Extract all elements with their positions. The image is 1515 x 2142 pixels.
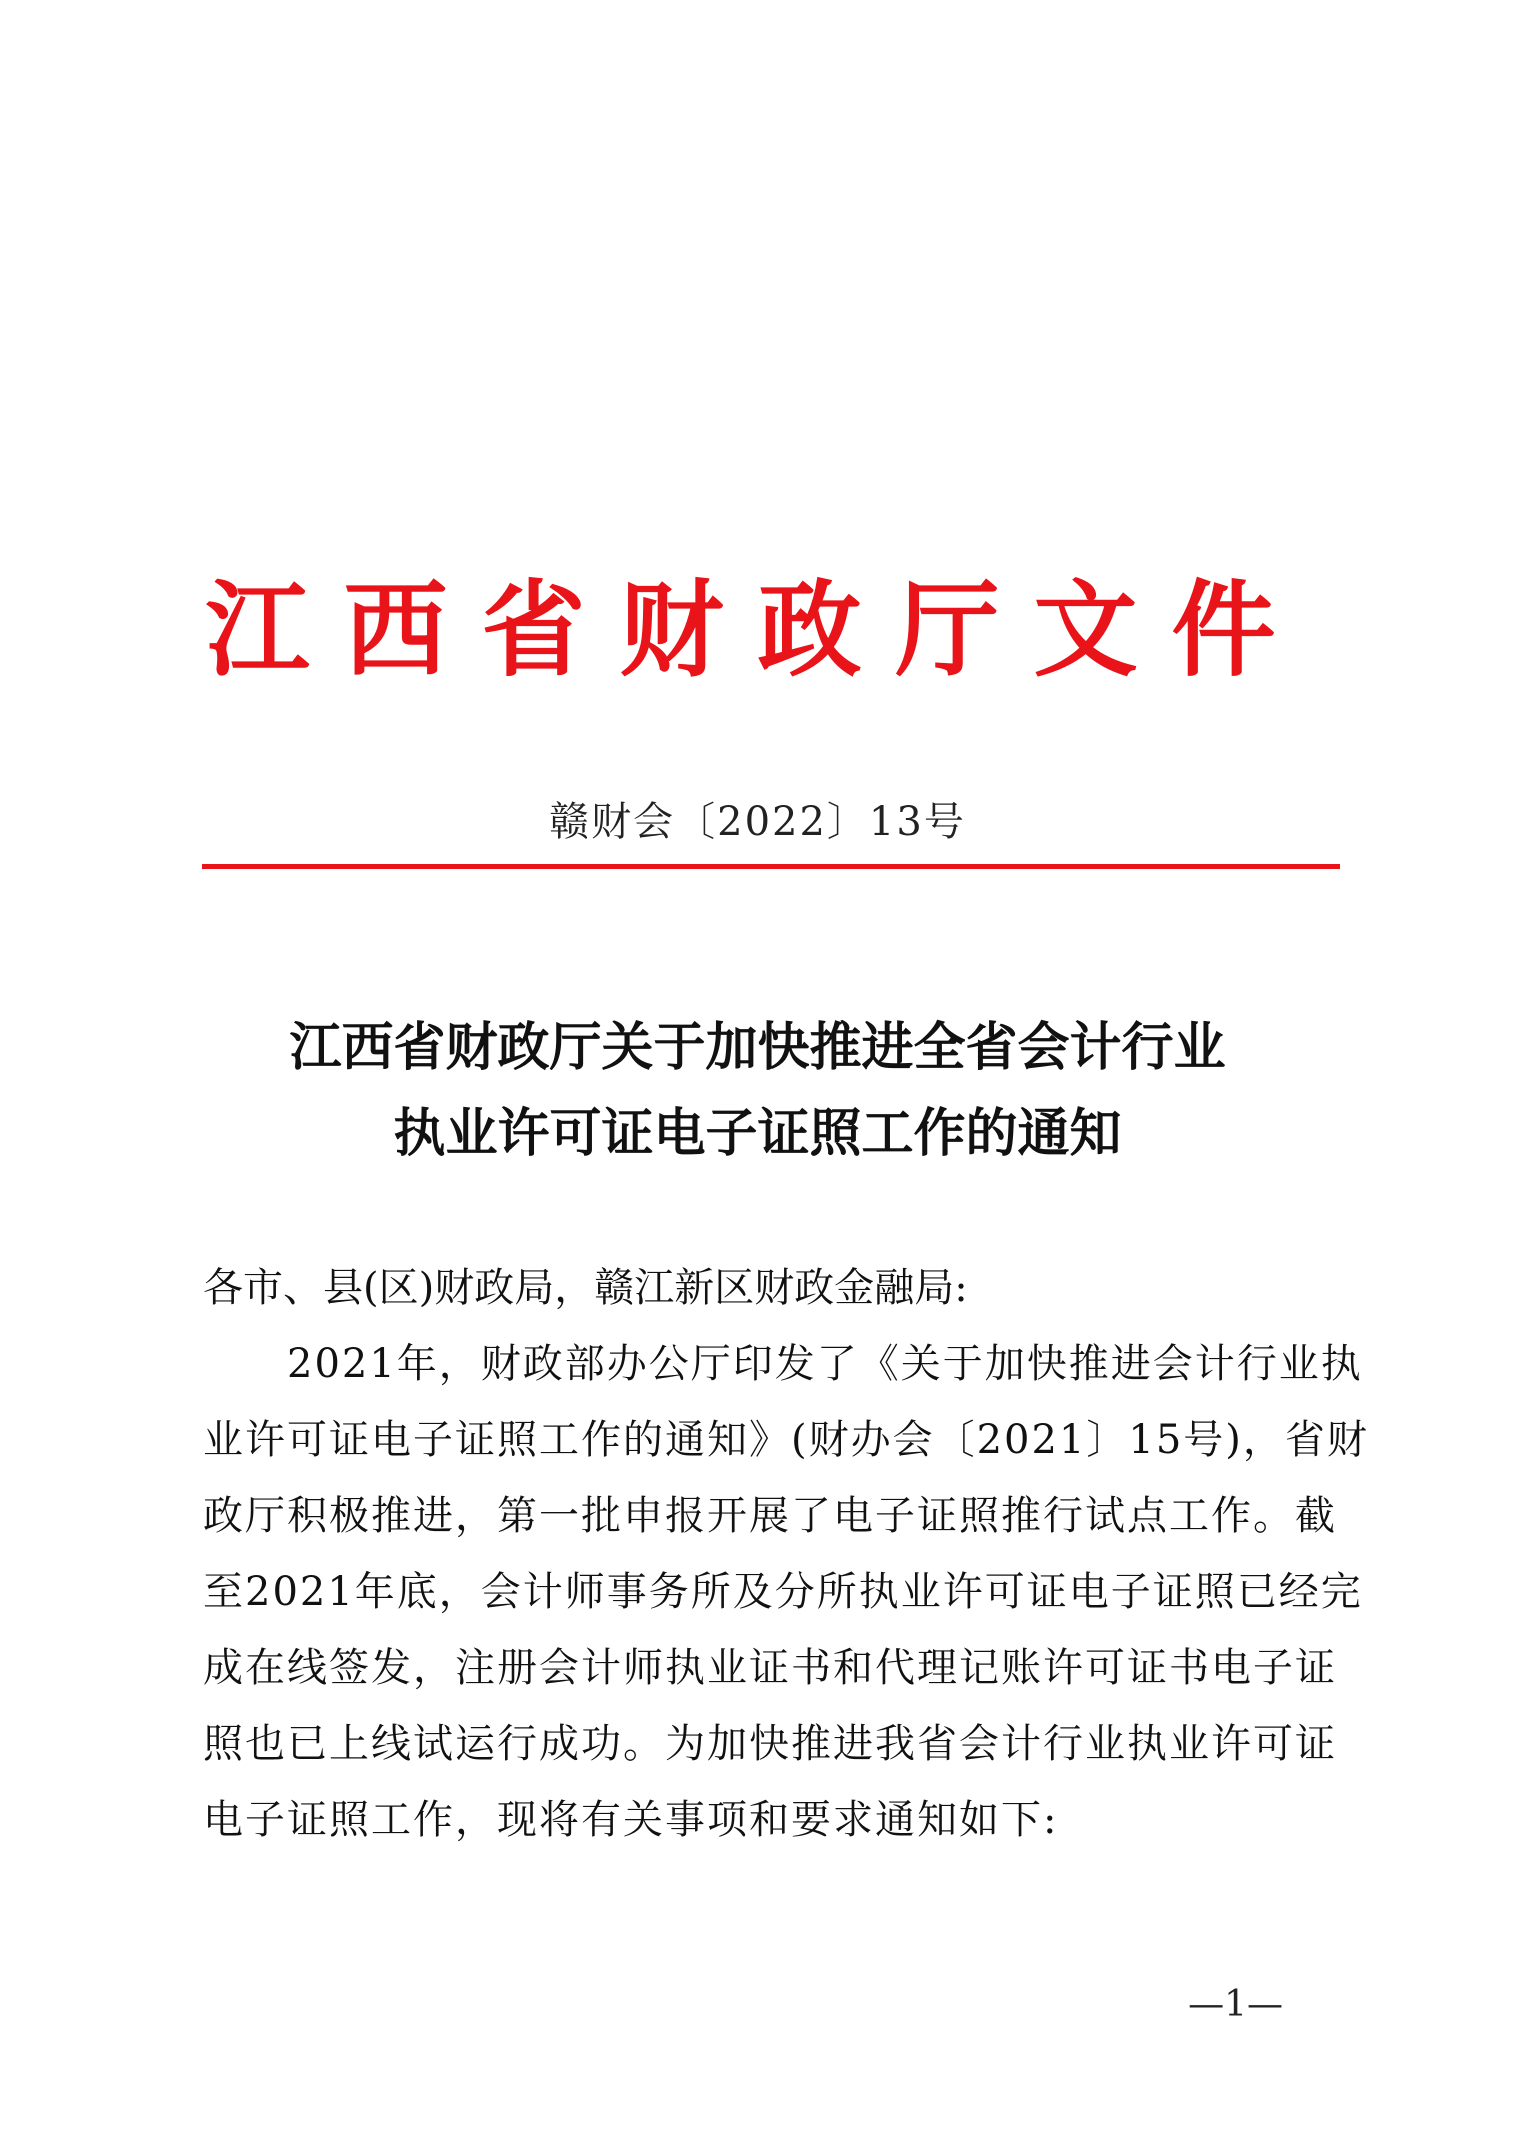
red-divider: [202, 864, 1340, 869]
addressee: 各市、县(区)财政局，赣江新区财政金融局:: [203, 1265, 968, 1311]
body-line: 照也已上线试运行成功。为加快推进我省会计行业执业许可证: [203, 1721, 1337, 1767]
body-paragraph: [203, 1326, 1369, 1858]
title-line-1: 江西省财政厅关于加快推进全省会计行业: [289, 1017, 1226, 1078]
title-line-2: 执业许可证电子证照工作的通知: [393, 1103, 1122, 1164]
body-line: 业许可证电子证照工作的通知》(财办会〔2021〕15号)，省财: [203, 1417, 1369, 1463]
document-number: 赣财会〔2022〕13号: [549, 799, 966, 845]
body-line: 电子证照工作，现将有关事项和要求通知如下:: [203, 1797, 1059, 1843]
body-line: 成在线签发，注册会计师执业证书和代理记账许可证书电子证: [203, 1645, 1337, 1691]
page-number: —1—: [1188, 1984, 1283, 2025]
body-line: 政厅积极推进，第一批申报开展了电子证照推行试点工作。截: [203, 1493, 1337, 1539]
body-line: 2021年，财政部办公厅印发了《关于加快推进会计行业执: [203, 1341, 1363, 1387]
body-line: 至2021年底，会计师事务所及分所执业许可证电子证照已经完: [203, 1569, 1363, 1615]
masthead-title: 江西省财政厅文件: [205, 569, 1310, 691]
document-title: [150, 1005, 1365, 1177]
